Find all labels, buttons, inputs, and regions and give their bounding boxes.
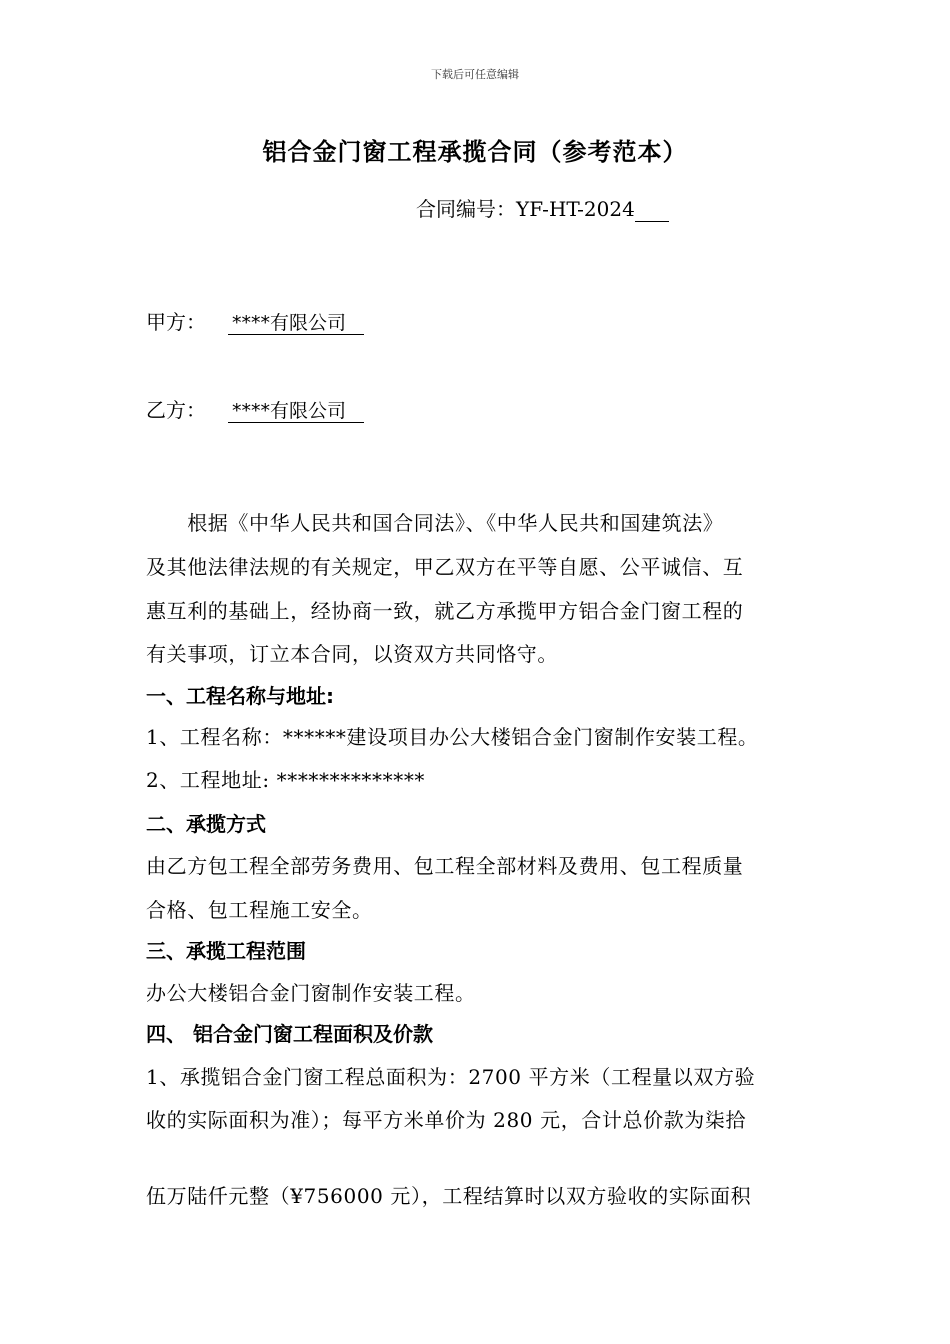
intro-line: 及其他法律法规的有关规定，甲乙双方在平等自愿、公平诚信、互 [146, 555, 744, 579]
intro-line: 惠互利的基础上，经协商一致，就乙方承揽甲方铝合金门窗工程的 [146, 599, 744, 623]
section-1-item-1: 1、工程名称：******建设项目办公大楼铝合金门窗制作安装工程。 [146, 725, 759, 749]
section-2-heading: 二、承揽方式 [146, 812, 266, 836]
document-title: 铝合金门窗工程承揽合同（参考范本） [262, 138, 688, 166]
section-4-line: 伍万陆仟元整（¥756000 元），工程结算时以双方验收的实际面积 [146, 1184, 752, 1208]
section-2-line: 由乙方包工程全部劳务费用、包工程全部材料及费用、包工程质量 [146, 854, 744, 878]
section-4-line: 收的实际面积为准）；每平方米单价为 280 元，合计总价款为柒拾 [146, 1108, 747, 1132]
intro-line: 有关事项，订立本合同，以资双方共同恪守。 [146, 642, 558, 666]
party-b [146, 394, 364, 423]
section-3-heading: 三、承揽工程范围 [146, 939, 306, 963]
contract-number-label: 合同编号：YF-HT-2024 [416, 197, 635, 221]
contract-number [416, 193, 669, 222]
party-b-name: ****有限公司 [228, 400, 364, 423]
section-1-item-2: 2、工程地址: ************** [146, 768, 426, 792]
party-a-label: 甲方： [146, 310, 206, 334]
intro-line: 根据《中华人民共和国合同法》、《中华人民共和国建筑法》 [146, 511, 724, 535]
section-4-heading: 四、 铝合金门窗工程面积及价款 [146, 1022, 433, 1046]
contract-number-blank [635, 201, 669, 222]
party-b-label: 乙方： [146, 398, 206, 422]
section-4-line: 1、承揽铝合金门窗工程总面积为：2700 平方米（工程量以双方验 [146, 1065, 756, 1089]
party-a-name: ****有限公司 [228, 312, 364, 335]
section-1-heading: 一、工程名称与地址: [146, 684, 334, 708]
header-note: 下载后可任意编辑 [431, 68, 519, 81]
party-a [146, 306, 364, 335]
section-3-line: 办公大楼铝合金门窗制作安装工程。 [146, 981, 476, 1005]
section-2-line: 合格、包工程施工安全。 [146, 898, 373, 922]
